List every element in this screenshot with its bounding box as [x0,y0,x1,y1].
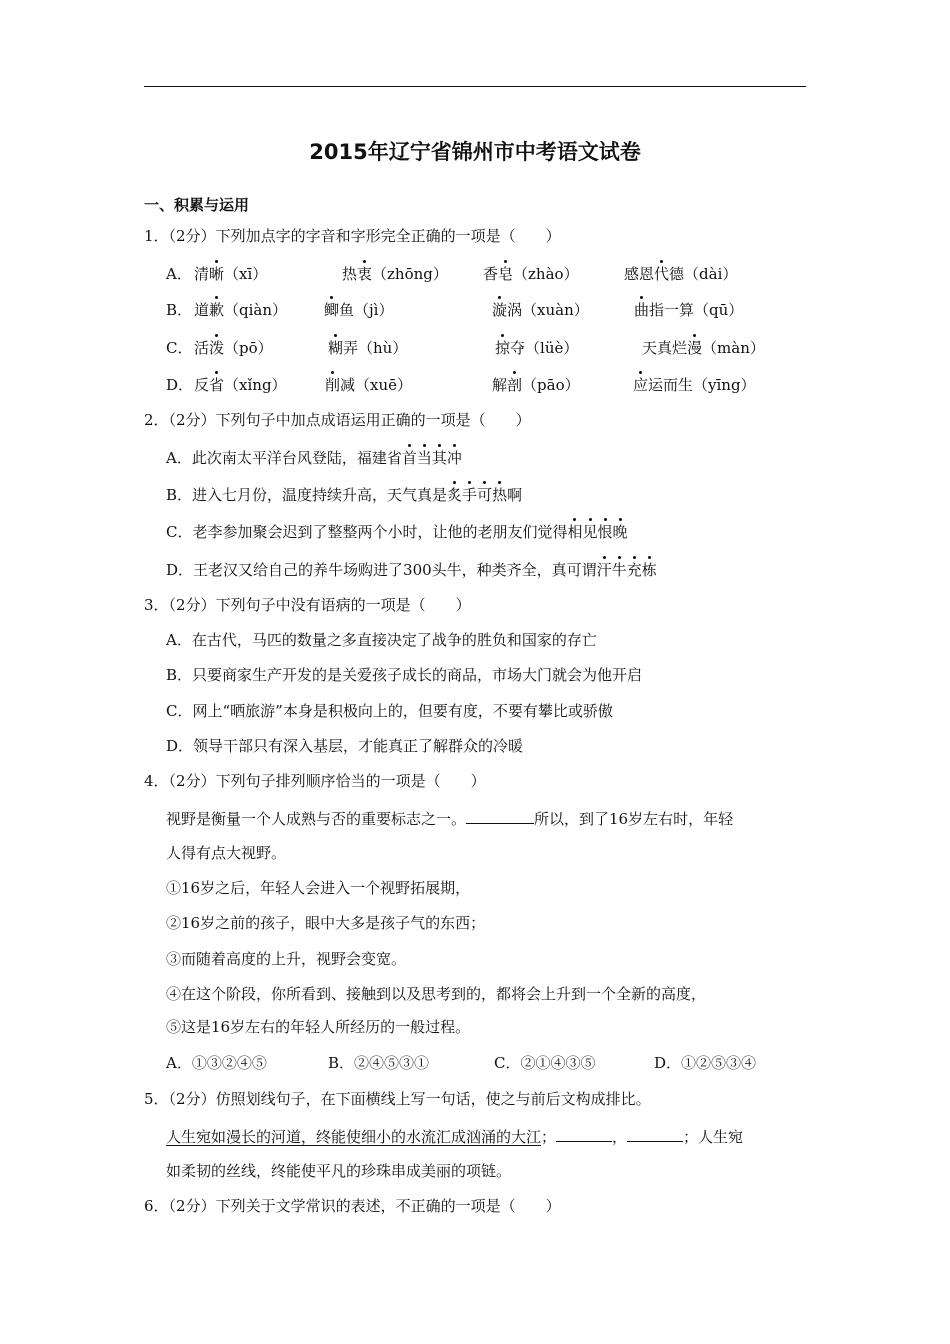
emphasis-char: 鲫 [324,301,340,319]
text-segment: 弄（hù） [343,339,408,357]
text-segment: 指一算（qū） [649,301,744,319]
q4-sentence-1: ①16岁之后，年轻人会进入一个视野拓展期， [166,879,471,897]
section-heading: 一、积累与运用 [144,196,250,214]
question-2-stem: 2．（2分）下列句子中加点成语运用正确的一项是（ ） [144,411,531,429]
q4-passage-line-1 [166,807,733,829]
page-title: 2015年辽宁省锦州市中考语文试卷 [309,140,641,164]
emphasis-char: 手 [462,486,478,504]
q5-tail: ；人生宛 [683,1128,744,1146]
text-segment: （pō） [224,339,273,357]
q5-underlined-sentence: 人生宛如漫长的河道，终能使细小的水流汇成汹涌的大江 [166,1128,542,1146]
q5-line-2: 如柔韧的丝线，终能使平凡的珍珠串成美丽的项链。 [166,1162,512,1180]
q3-option-a[interactable]: A．在古代，马匹的数量之多直接决定了战争的胜负和国家的存亡 [166,631,597,649]
q1-a-word-2 [342,264,448,284]
text-segment: 道 [194,301,210,319]
emphasis-char: 漫 [687,339,703,357]
emphasis-char: 省 [209,376,225,394]
q2-option-b[interactable] [166,485,522,505]
emphasis-char: 热 [492,486,508,504]
emphasis-char: 充 [626,561,642,579]
emphasis-char: 代 [654,265,670,283]
option-label: D． [166,376,194,394]
q3-option-d[interactable]: D．领导干部只有深入基层，才能真正了解群众的冷暖 [166,737,524,755]
q1-d-word-2 [325,375,412,395]
text-segment: B．进入七月份，温度持续升高，天气真是 [166,486,448,504]
text-segment: 香 [483,265,499,283]
text-segment: （màn） [702,339,765,357]
q4-sentence-3: ③而随着高度的上升，视野会变宽。 [166,950,407,968]
question-5-stem: 5．（2分）仿照划线句子，在下面横线上写一句话，使之与前后文构成排比。 [144,1090,651,1108]
option-label: A． [166,265,192,283]
q1-c-word-3 [495,338,578,358]
header-rule [144,86,806,87]
q4-passage-text: 所以，到了16岁左右时，年轻 [534,810,734,828]
text-segment: （xǐng） [224,376,287,394]
text-segment: 热 [342,265,358,283]
emphasis-char: 其 [431,449,447,467]
text-segment: （xī） [224,265,268,283]
emphasis-char: 可 [477,486,493,504]
emphasis-char: 掠 [495,339,511,357]
emphasis-char: 剖 [507,376,523,394]
question-1-stem: 1．（2分）下列加点字的字音和字形完全正确的一项是（ ） [144,227,561,245]
q4-sentence-2: ②16岁之前的孩子，眼中大多是孩子气的东西； [166,914,486,932]
text-segment: 解 [492,376,508,394]
emphasis-char: 皂 [498,265,514,283]
q3-option-c[interactable]: C．网上“晒旅游”本身是积极向上的，但要有度，不要有攀比或骄傲 [166,702,613,720]
emphasis-char: 相 [567,523,583,541]
q4-sentence-5: ⑤这是16岁左右的年轻人所经历的一般过程。 [166,1018,471,1036]
text-segment: （qiàn） [224,301,288,319]
question-3-stem: 3．（2分）下列句子中没有语病的一项是（ ） [144,596,471,614]
emphasis-char: 见 [582,523,598,541]
emphasis-char: 晚 [612,523,628,541]
emphasis-char: 应 [633,376,649,394]
emphasis-char: 炙 [447,486,463,504]
answer-blank-2[interactable] [627,1125,683,1142]
q1-b-word-3 [492,300,589,320]
text-segment: D．王老汉又给自己的养牛场购进了300头牛，种类齐全，真可谓 [166,561,597,579]
q1-c-word-2 [328,338,407,358]
text-segment: 减（xuē） [340,376,413,394]
q1-a-word-3 [483,264,579,284]
emphasis-char: 歉 [209,301,225,319]
emphasis-char: 曲 [634,301,650,319]
q1-c-word-1 [194,338,273,358]
emphasis-char: 糊 [328,339,344,357]
emphasis-char: 栋 [641,561,657,579]
option-label: B． [166,301,193,319]
emphasis-char: 漩 [492,301,508,319]
q4-option-a[interactable]: A．①③②④⑤ [166,1054,267,1072]
text-segment: C．老李参加聚会迟到了整整两个小时，让他的老朋友们觉得 [166,523,568,541]
q2-option-d[interactable] [166,560,657,580]
text-segment: 鱼（jì） [339,301,394,319]
emphasis-char: 汗 [596,561,612,579]
question-4-stem: 4．（2分）下列句子排列顺序恰当的一项是（ ） [144,772,486,790]
text-segment: （zhào） [513,265,579,283]
q1-a-word-1 [194,264,267,284]
q1-b-word-2 [324,300,393,320]
q5-line-1 [166,1125,743,1147]
emphasis-char: 衷 [357,265,373,283]
emphasis-char: 当 [416,449,432,467]
q4-sentence-4: ④在这个阶段，你所看到、接触到以及思考到的，都将会上升到一个全新的高度， [166,985,707,1003]
question-6-stem: 6．（2分）下列关于文学常识的表述，不正确的一项是（ ） [144,1197,561,1215]
q1-c-word-4 [642,338,765,358]
q4-option-b[interactable]: B．②④⑤③① [328,1054,430,1072]
emphasis-char: 恨 [597,523,613,541]
q1-a-word-4 [624,264,737,284]
text-segment: 活 [194,339,210,357]
option-label: C． [166,339,193,357]
text-segment: 涡（xuàn） [507,301,589,319]
emphasis-char: 首 [401,449,417,467]
text-segment: 夺（lüè） [510,339,579,357]
text-segment: 运而生（yīng） [648,376,756,394]
text-segment: A．此次南太平洋台风登陆，福建省 [166,449,402,467]
q1-d-word-4 [633,375,756,395]
q2-option-a[interactable] [166,448,462,468]
answer-blank[interactable] [466,807,534,824]
text-segment: 感恩 [624,265,655,283]
q3-option-b[interactable]: B．只要商家生产开发的是关爱孩子成长的商品，市场大门就会为他开启 [166,666,643,684]
q2-option-c[interactable] [166,522,628,542]
text-segment: （zhōng） [372,265,448,283]
answer-blank-1[interactable] [556,1125,612,1142]
emphasis-char: 冲 [446,449,462,467]
q1-d-word-3 [492,375,580,395]
text-segment: 清 [194,265,210,283]
q4-option-d[interactable]: D．①②⑤③④ [654,1054,757,1072]
text-segment: 天真烂 [642,339,688,357]
q4-passage-line-2: 人得有点大视野。 [166,844,287,862]
q1-b-word-4 [634,300,743,320]
text-segment: 反 [194,376,210,394]
text-segment: 德（dài） [669,265,738,283]
q5-separator: ； [541,1128,557,1146]
emphasis-char: 晰 [209,265,225,283]
text-segment: 啊 [507,486,523,504]
q4-option-c[interactable]: C．②①④③⑤ [494,1054,596,1072]
q1-d-word-1 [194,375,287,395]
q5-separator: ， [612,1128,628,1146]
q1-b-word-1 [194,300,287,320]
emphasis-char: 削 [325,376,341,394]
text-segment: （pāo） [522,376,580,394]
emphasis-char: 泼 [209,339,225,357]
emphasis-char: 牛 [611,561,627,579]
q4-passage-text: 视野是衡量一个人成熟与否的重要标志之一。 [166,810,467,828]
